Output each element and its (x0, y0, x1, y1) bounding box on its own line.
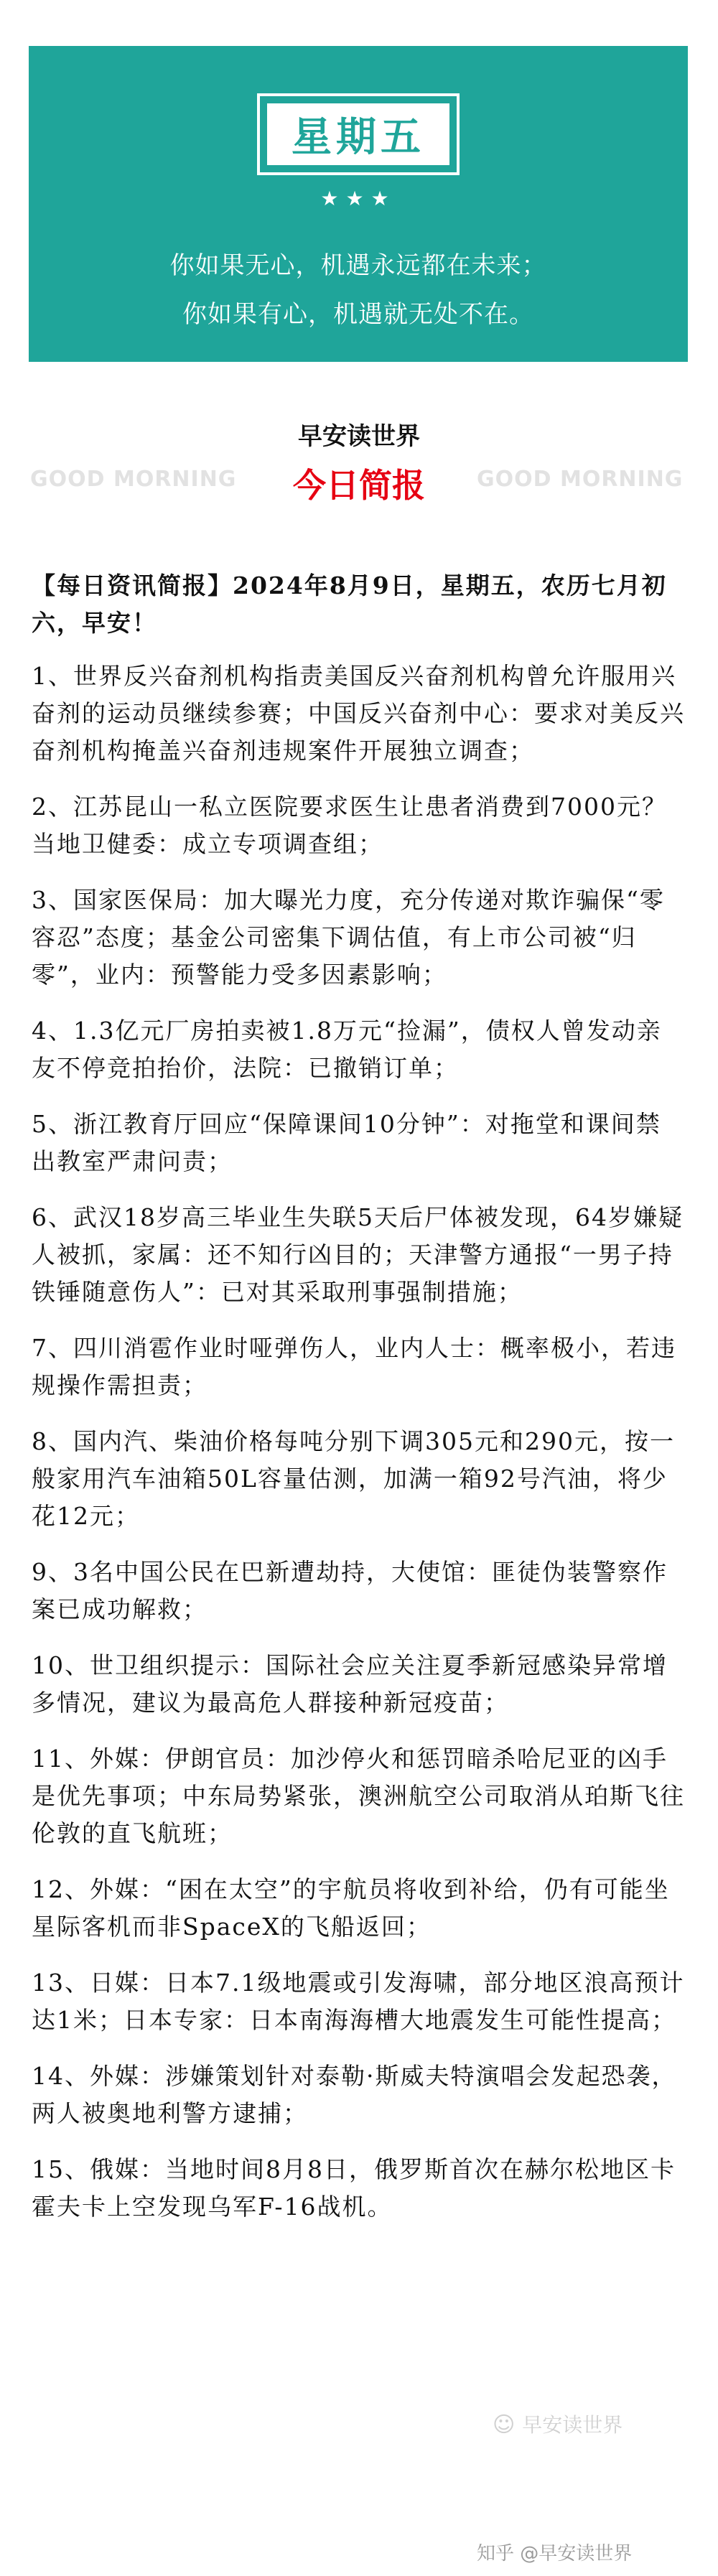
news-item: 9、3名中国公民在巴新遭劫持，大使馆：匪徒伪装警察作案已成功解救； (32, 1558, 668, 1623)
news-item: 8、国内汽、柴油价格每吨分别下调305元和290元，按一般家用汽车油箱50L容量估测，加满一箱92号汽油，将少花12元； (32, 1427, 675, 1530)
stars-decoration: ★★★ (320, 187, 396, 210)
news-item: 6、武汉18岁高三毕业生失联5天后尸体被发现，64岁嫌疑人被抓，家属：还不知行凶目的；天津警方通报“一男子持铁锤随意伤人”：已对其采取刑事强制措施； (32, 1203, 684, 1306)
good-morning-right: GOOD MORNING (477, 467, 684, 492)
news-item: 4、1.3亿元厂房拍卖被1.8万元“捡漏”，债权人曾发动亲友不停竞拍抬价，法院：已撤销订单； (32, 1017, 662, 1082)
source-title: 早安读世界 (298, 422, 420, 451)
news-item: 1、世界反兴奋剂机构指责美国反兴奋剂机构曾允许服用兴奋剂的运动员继续参赛；中国反兴奋剂中心：要求对美反兴奋剂机构掩盖兴奋剂违规案件开展独立调查； (32, 662, 685, 765)
news-item: 13、日媒：日本7.1级地震或引发海啸，部分地区浪高预计达1米；日本专家：日本南海海槽大地震发生可能性提高； (32, 1969, 685, 2034)
news-item: 14、外媒：涉嫌策划针对泰勒·斯威夫特演唱会发起恐袭，两人被奥地利警方逮捕； (32, 2062, 677, 2127)
today-briefing-title: 今日简报 (293, 466, 425, 505)
zhihu-watermark: 知乎 @早安读世界 (477, 2543, 633, 2565)
news-content (32, 567, 685, 2244)
wechat-icon: ☺ (493, 2412, 516, 2437)
motto-line-2: 你如果有心，机遇就无处不在。 (182, 300, 534, 329)
day-label: 星期五 (292, 114, 425, 161)
news-item: 11、外媒：伊朗官员：加沙停火和惩罚暗杀哈尼亚的凶手是优先事项；中东局势紧张，澳洲航空公司取消从珀斯飞往伦敦的直飞航班； (32, 1745, 685, 1847)
news-item: 2、江苏昆山一私立医院要求医生让患者消费到7000元？当地卫健委：成立专项调查组； (32, 793, 667, 858)
wechat-watermark (493, 2409, 623, 2438)
news-item: 3、国家医保局：加大曝光力度，充分传递对欺诈骗保“零容忍”态度；基金公司密集下调估值，有上市公司被“归零”，业内：预警能力受多因素影响； (32, 886, 665, 989)
header-banner (29, 46, 688, 362)
briefing-intro: 【每日资讯简报】2024年8月9日，星期五，农历七月初六，早安！ (32, 571, 667, 637)
motto-line-1: 你如果无心，机遇永远都在未来； (169, 251, 547, 280)
day-box (257, 93, 460, 175)
news-item: 5、浙江教育厅回应“保障课间10分钟”：对拖堂和课间禁出教室严肃问责； (32, 1110, 661, 1175)
news-item: 12、外媒：“困在太空”的宇航员将收到补给，仍有可能坐星际客机而非SpaceX的飞船返回； (32, 1875, 670, 1941)
good-morning-left: GOOD MORNING (30, 467, 237, 492)
watermark-name: 早安读世界 (522, 2413, 623, 2437)
news-item: 15、俄媒：当地时间8月8日，俄罗斯首次在赫尔松地区卡霍夫卡上空发现乌军F-16战机。 (32, 2155, 676, 2221)
news-item: 10、世卫组织提示：国际社会应关注夏季新冠感染异常增多情况，建议为最高危人群接种新冠疫苗； (32, 1651, 668, 1717)
news-item: 7、四川消雹作业时哑弹伤人，业内人士：概率极小，若违规操作需担责； (32, 1334, 676, 1399)
